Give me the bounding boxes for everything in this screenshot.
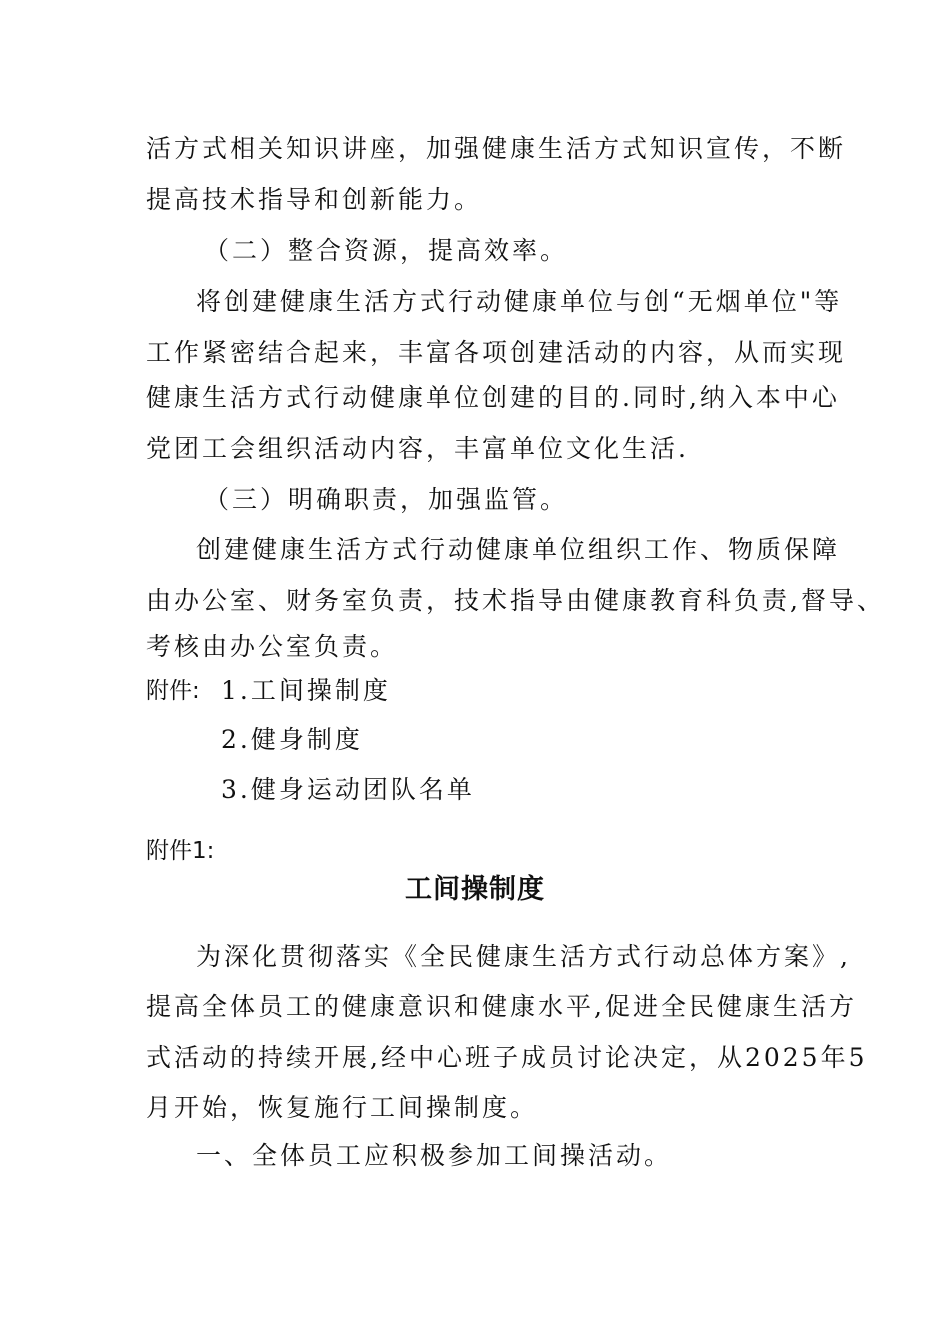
text-line: 健康生活方式行动健康单位创建的目的.同时,纳入本中心 xyxy=(146,383,840,412)
text-line: 考核由办公室负责。 xyxy=(146,632,399,661)
attachment-item: 2.健身制度 xyxy=(221,725,363,754)
list-item: 一、全体员工应积极参加工间操活动。 xyxy=(196,1141,673,1170)
text-line: 提高技术指导和创新能力。 xyxy=(146,185,483,214)
text-line: 工作紧密结合起来，丰富各项创建活动的内容，从而实现 xyxy=(146,338,847,367)
text-line: 党团工会组织活动内容，丰富单位文化生活. xyxy=(146,434,689,463)
text-line: 为深化贯彻落实《全民健康生活方式行动总体方案》, xyxy=(196,942,851,971)
text-line: 由办公室、财务室负责，技术指导由健康教育科负责,督导、 xyxy=(146,586,885,615)
text-line: 将创建健康生活方式行动健康单位与创“无烟单位"等 xyxy=(196,287,843,316)
attachment-1-label: 附件1: xyxy=(146,838,215,864)
text-line: 式活动的持续开展,经中心班子成员讨论决定，从2025年5 xyxy=(146,1043,868,1072)
text-line: 创建健康生活方式行动健康单位组织工作、物质保障 xyxy=(196,535,841,564)
text-line: 活方式相关知识讲座，加强健康生活方式知识宣传，不断 xyxy=(146,134,847,163)
attachment-item: 1.工间操制度 xyxy=(221,676,391,705)
attachments-label: 附件: xyxy=(146,678,200,704)
text-line: 月开始，恢复施行工间操制度。 xyxy=(146,1093,539,1122)
document-title: 工间操制度 xyxy=(405,874,545,905)
section-heading-3: （三）明确职责，加强监管。 xyxy=(204,485,569,514)
section-heading-2: （二）整合资源，提高效率。 xyxy=(204,236,569,265)
text-line: 提高全体员工的健康意识和健康水平,促进全民健康生活方 xyxy=(146,992,857,1021)
attachment-item: 3.健身运动团队名单 xyxy=(221,775,475,804)
